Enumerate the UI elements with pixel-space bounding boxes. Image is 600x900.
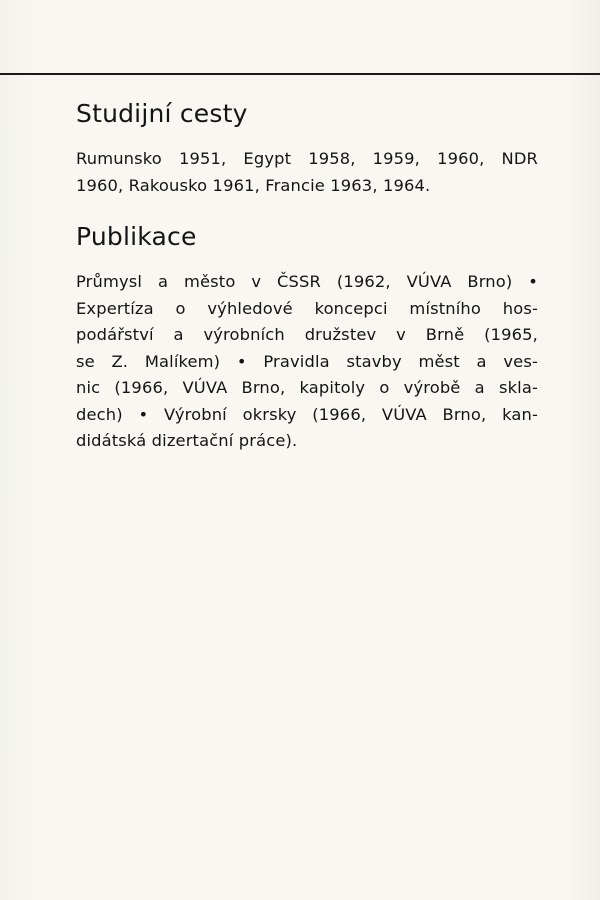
top-divider-rule bbox=[0, 73, 600, 75]
study-trips-text bbox=[76, 146, 538, 199]
text-line: se Z. Malíkem) • Pravidla stavby měst a ves- bbox=[76, 351, 538, 371]
text-line: didátská dizertační práce). bbox=[76, 431, 298, 450]
text-line: podářství a výrobních družstev v Brně (1965, bbox=[76, 325, 538, 344]
text-line: Expertíza o výhledové koncepci místního hos- bbox=[76, 298, 538, 318]
publications-heading: Publikace bbox=[76, 222, 197, 251]
study-trips-section bbox=[76, 96, 538, 199]
publications-section bbox=[76, 219, 538, 455]
text-line: Rumunsko 1951, Egypt 1958, 1959, 1960, NDR bbox=[76, 149, 538, 168]
page-content bbox=[76, 96, 538, 455]
text-line: dech) • Výrobní okrsky (1966, VÚVA Brno, kan- bbox=[76, 404, 538, 424]
study-trips-heading: Studijní cesty bbox=[76, 99, 248, 128]
text-line: nic (1966, VÚVA Brno, kapitoly o výrobě a skla- bbox=[76, 378, 538, 397]
text-line: 1960, Rakousko 1961, Francie 1963, 1964. bbox=[76, 175, 431, 195]
text-line: Průmysl a město v ČSSR (1962, VÚVA Brno) • bbox=[76, 272, 538, 291]
publications-text bbox=[76, 269, 538, 455]
